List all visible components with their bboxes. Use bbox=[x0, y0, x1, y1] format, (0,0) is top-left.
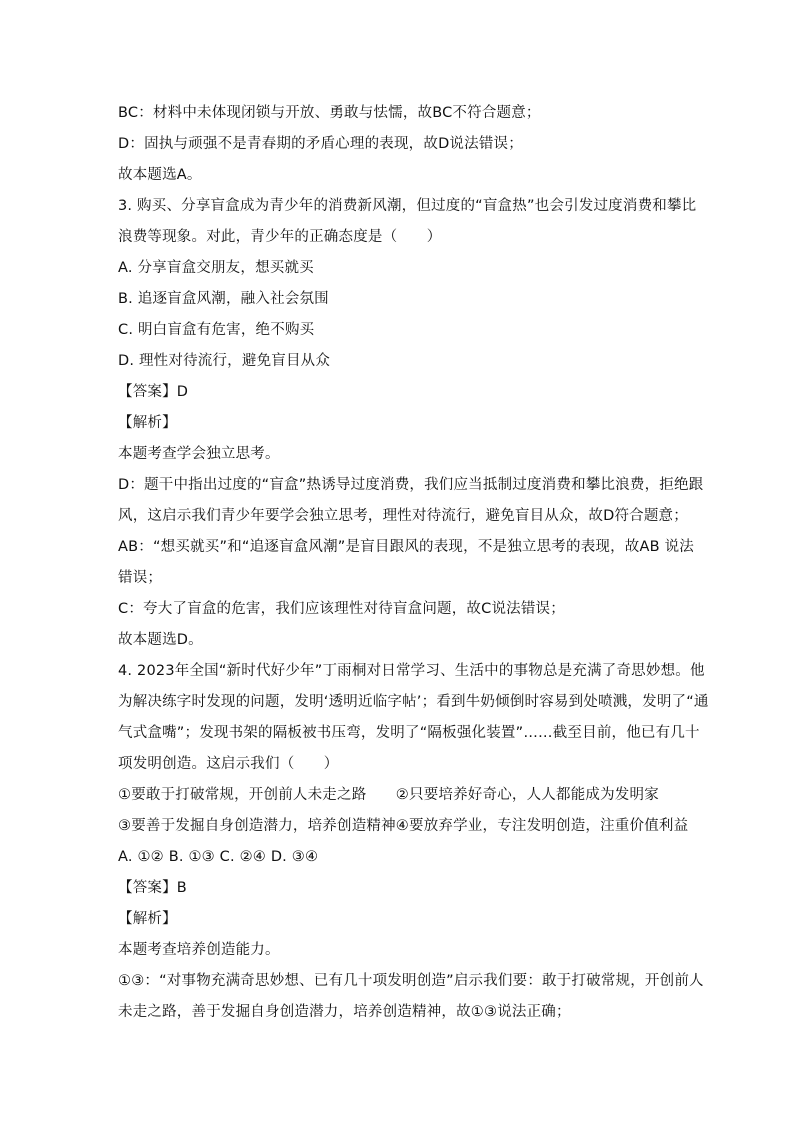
option-a: A. 分享盲盒交朋友，想买就买 bbox=[118, 260, 314, 276]
analysis-label: 【解析】 bbox=[118, 911, 177, 927]
statement-line: ①要敢于打破常规，开创前人未走之路 ②只要培养好奇心，人人都能成为发明家 bbox=[118, 787, 659, 803]
text-line: 本题考查培养创造能力。 bbox=[118, 942, 280, 958]
text-line: 未走之路，善于发掘自身创造潜力，培养创造精神，故①③说法正确； bbox=[118, 1004, 571, 1020]
question-3-stem: 3. 购买、分享盲盒成为青少年的消费新风潮，但过度的“盲盒热”也会引发过度消费和攀比 bbox=[118, 198, 697, 214]
option-c: C. 明白盲盒有危害，绝不购买 bbox=[118, 322, 315, 338]
options-line: A. ①② B. ①③ C. ②④ D. ③④ bbox=[118, 849, 319, 865]
answer-label: 【答案】D bbox=[118, 384, 189, 400]
analysis-label: 【解析】 bbox=[118, 415, 177, 431]
text-line: 故本题选D。 bbox=[118, 632, 203, 648]
text-line: ①③：“对事物充满奇思妙想、已有几十项发明创造”启示我们要：敢于打破常规，开创前人 bbox=[118, 973, 704, 989]
text-line: 本题考查学会独立思考。 bbox=[118, 446, 280, 462]
text-line: 风，这启示我们青少年要学会独立思考，理性对待流行，避免盲目从众，故D符合题意； bbox=[118, 508, 688, 524]
text-line: D：题干中指出过度的“盲盒”热诱导过度消费，我们应当抵制过度消费和攀比浪费，拒绝跟 bbox=[118, 477, 704, 493]
answer-label: 【答案】B bbox=[118, 880, 187, 896]
text-line: 故本题选A。 bbox=[118, 167, 202, 183]
question-4-stem: 4. 2023年全国“新时代好少年”丁雨桐对日常学习、生活中的事物总是充满了奇思妙想。他 bbox=[118, 663, 705, 679]
question-4-stem: 项发明创造。这启示我们（ ） bbox=[118, 756, 339, 772]
statement-line: ③要善于发掘自身创造潜力，培养创造精神④要放弃学业，专注发明创造，注重价值利益 bbox=[118, 818, 689, 834]
text-line: C：夸大了盲盒的危害，我们应该理性对待盲盒问题，故C说法错误； bbox=[118, 601, 565, 617]
option-b: B. 追逐盲盒风潮，融入社会氛围 bbox=[118, 291, 329, 307]
question-4-stem: 气式盒嘴”；发现书架的隔板被书压弯，发明了“隔板强化装置”……截至目前，他已有几十 bbox=[118, 725, 700, 741]
text-line: BC：材料中未体现闭锁与开放、勇敢与怯懦，故BC不符合题意； bbox=[118, 105, 541, 121]
question-4-stem: 为解决练字时发现的问题，发明‘透明近临字帖’；看到牛奶倾倒时容易到处喷溅，发明了“通 bbox=[118, 694, 709, 710]
option-d: D. 理性对待流行，避免盲目从众 bbox=[118, 353, 331, 369]
text-line: 错误； bbox=[118, 570, 163, 586]
text-line: AB：“想买就买”和“追逐盲盒风潮”是盲目跟风的表现，不是独立思考的表现，故AB 说法 bbox=[118, 539, 694, 555]
text-line: D：固执与顽强不是青春期的矛盾心理的表现，故D说法错误； bbox=[118, 136, 523, 152]
question-3-stem: 浪费等现象。对此，青少年的正确态度是（ ） bbox=[118, 229, 442, 245]
